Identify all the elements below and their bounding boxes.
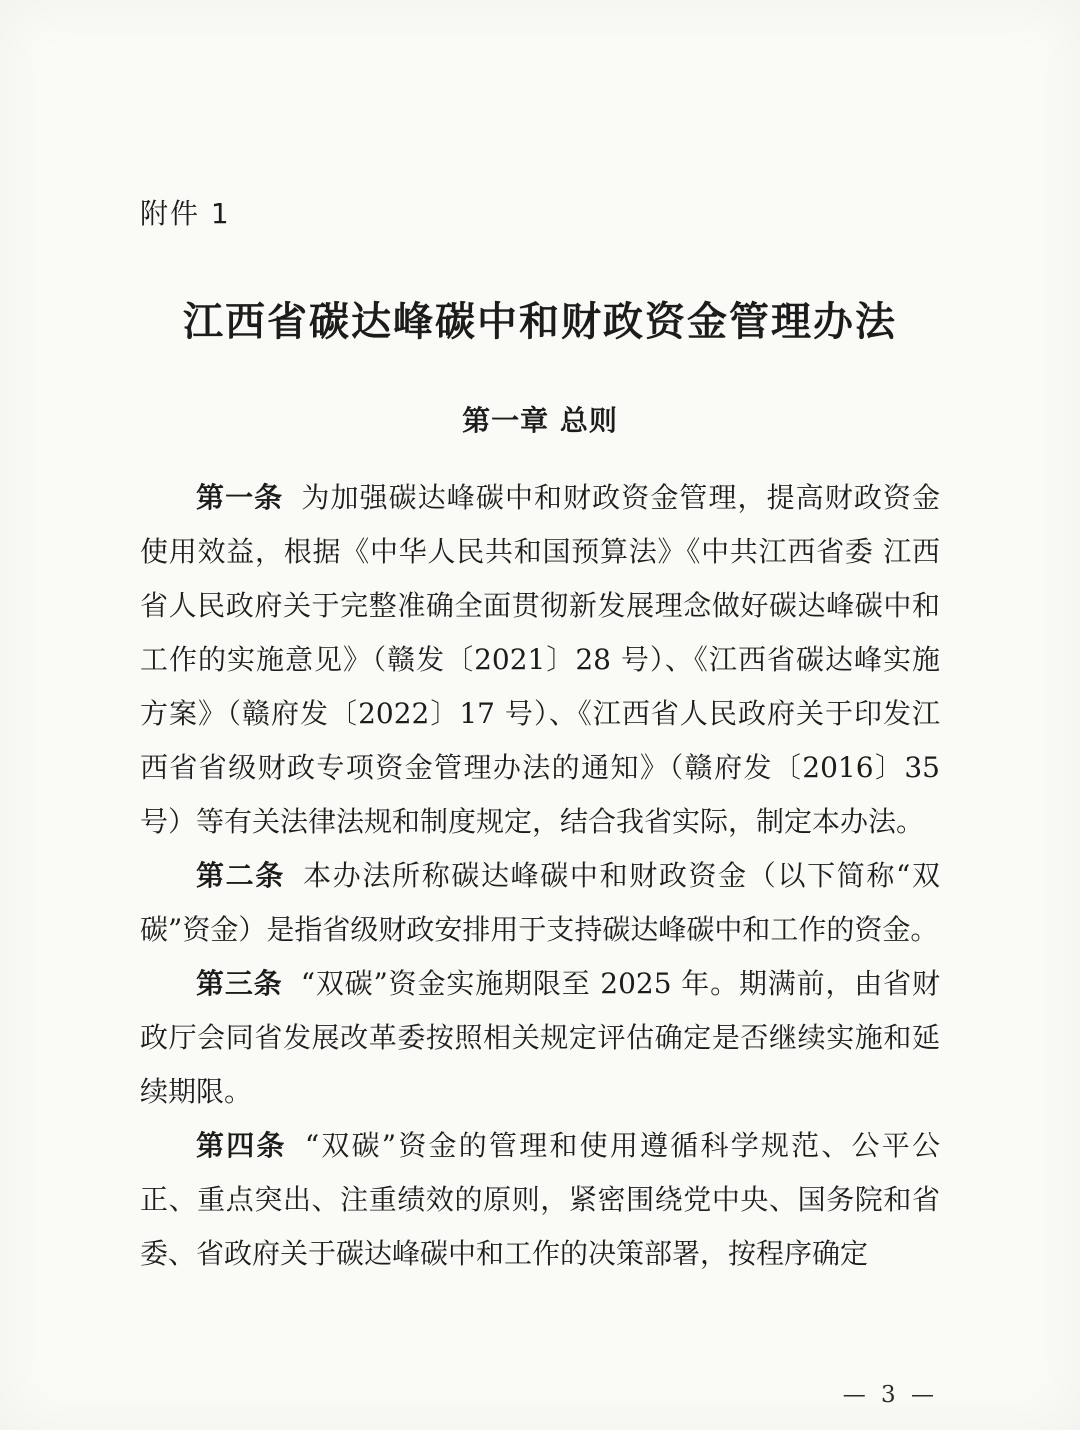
article-1-number: 第一条 — [196, 481, 284, 514]
document-title: 江西省碳达峰碳中和财政资金管理办法 — [183, 298, 897, 345]
paragraph-article-4 — [140, 1119, 940, 1281]
attachment-label: 附件 1 — [140, 197, 231, 230]
paragraph-article-2 — [140, 849, 940, 957]
article-1-text: 为加强碳达峰碳中和财政资金管理，提高财政资金使用效益，根据《中华人民共和国预算法》《中共江西省委 江西省人民政府关于完整准确全面贯彻新发展理念做好碳达峰碳中和工作的实施意见》（赣发〔2021〕28 号）、《江西省碳达峰实施方案》（赣府发〔2022〕17 号）、《江西省人民政府关于印发江西省省级财政专项资金管理办法的通知》（赣府发〔2016〕35 号）等有关法律法规和制度规定，结合我省实际，制定本办法。 — [140, 481, 940, 838]
paragraph-article-1 — [140, 471, 940, 849]
paragraph-article-3 — [140, 957, 940, 1119]
article-3-number: 第三条 — [196, 967, 283, 1000]
chapter-heading: 第一章 总则 — [462, 404, 618, 437]
article-4-text: “双碳”资金的管理和使用遵循科学规范、公平公正、重点突出、注重绩效的原则，紧密围绕党中央、国务院和省委、省政府关于碳达峰碳中和工作的决策部署，按程序确定 — [140, 1129, 940, 1270]
article-3-text: “双碳”资金实施期限至 2025 年。期满前，由省财政厅会同省发展改革委按照相关规定评估确定是否继续实施和延续期限。 — [140, 967, 940, 1108]
page-number: — 3 — — [842, 1382, 938, 1408]
article-2-text: 本办法所称碳达峰碳中和财政资金（以下简称“双碳”资金）是指省级财政安排用于支持碳达峰碳中和工作的资金。 — [140, 859, 940, 946]
document-body — [140, 471, 940, 1281]
article-4-number: 第四条 — [196, 1129, 287, 1162]
article-2-number: 第二条 — [196, 859, 285, 892]
